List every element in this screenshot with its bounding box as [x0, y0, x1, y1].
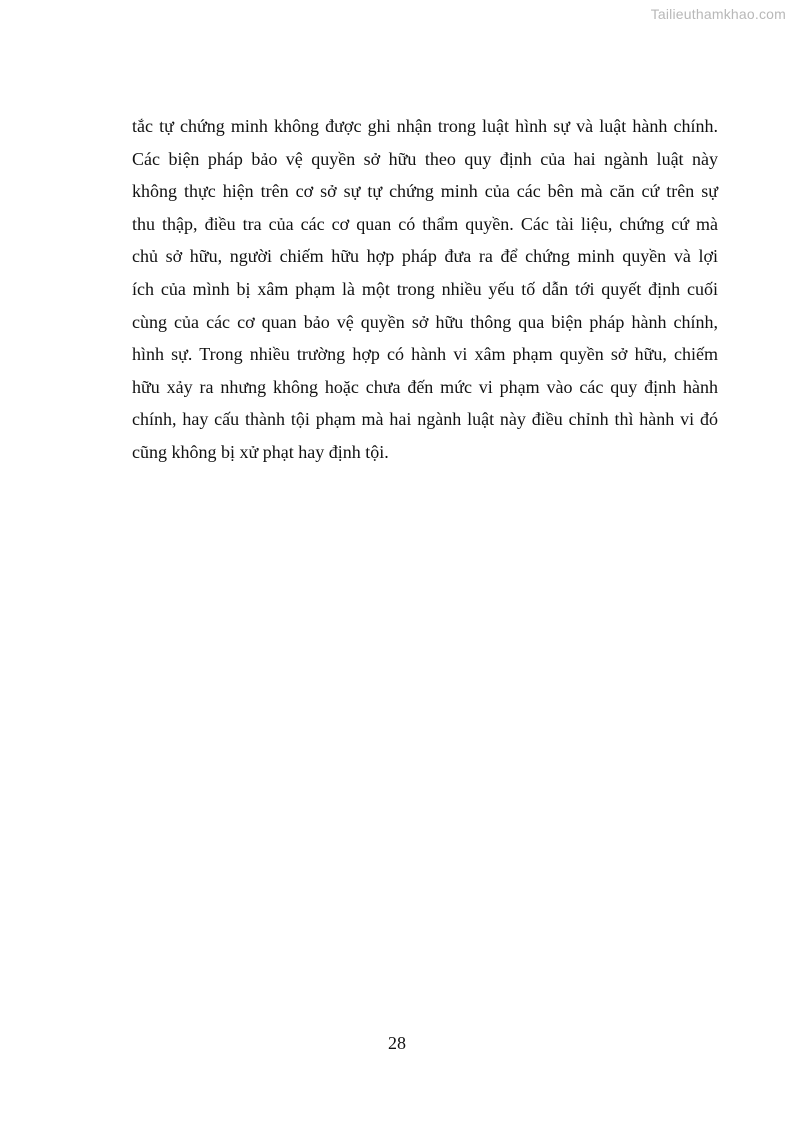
text-line: thu thập, điều tra của các cơ quan có thẩm quyền. Các tài liệu, chứng cứ mà: [132, 213, 718, 234]
text-line: hình sự. Trong nhiều trường hợp có hành vi xâm phạm quyền sở hữu, chiếm: [132, 344, 718, 365]
page-number: 28: [388, 1033, 406, 1053]
watermark: Tailieuthamkhao.com: [650, 6, 786, 22]
text-line: tắc tự chứng minh không được ghi nhận trong luật hình sự và luật hành chính.: [132, 116, 718, 136]
text-line: không thực hiện trên cơ sở sự tự chứng minh của các bên mà căn cứ trên sự: [132, 181, 718, 202]
text-line: cùng của các cơ quan bảo vệ quyền sở hữu thông qua biện pháp hành chính,: [132, 311, 718, 332]
paragraph: [132, 110, 718, 469]
document-body: [132, 110, 718, 469]
text-line: chính, hay cấu thành tội phạm mà hai ngành luật này điều chỉnh thì hành vi đó: [132, 409, 718, 430]
text-line: cũng không bị xử phạt hay định tội.: [132, 441, 389, 462]
text-line: Các biện pháp bảo vệ quyền sở hữu theo quy định của hai ngành luật này: [132, 148, 718, 169]
text-line: chủ sở hữu, người chiếm hữu hợp pháp đưa ra để chứng minh quyền và lợi: [132, 246, 718, 267]
text-line: ích của mình bị xâm phạm là một trong nhiều yếu tố dẫn tới quyết định cuối: [132, 278, 718, 299]
text-line: hữu xảy ra nhưng không hoặc chưa đến mức vi phạm vào các quy định hành: [132, 376, 718, 397]
